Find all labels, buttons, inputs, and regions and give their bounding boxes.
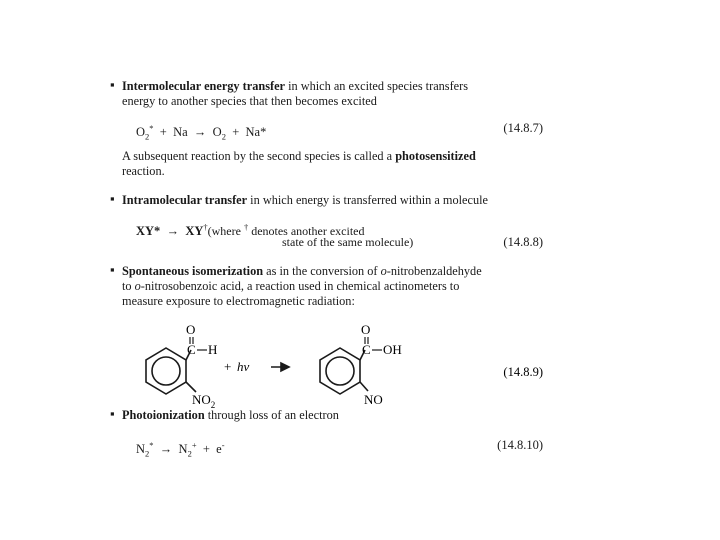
product-hydroxyl: OH	[383, 342, 402, 357]
bullet-marker: ▪	[110, 262, 115, 277]
reactant-hydrogen: H	[208, 342, 218, 357]
term-photosensitized: photosensitized	[395, 149, 476, 163]
equation-number: (14.8.10)	[497, 438, 543, 452]
equation-number: (14.8.9)	[503, 365, 543, 379]
reaction-arrow: →	[166, 224, 180, 239]
product-benzene-ring	[320, 348, 368, 394]
equation-number: (14.8.7)	[503, 121, 543, 135]
photoionization-paragraph: Photoionization through loss of an electron	[122, 408, 339, 422]
equation-number: (14.8.8)	[503, 235, 543, 249]
reaction-arrow: →	[193, 125, 207, 140]
bullet-marker: ▪	[110, 406, 115, 421]
term-intermolecular: Intermolecular energy transfer	[122, 79, 285, 93]
reactant-oxygen: O	[186, 322, 196, 337]
photon-hv: hν	[237, 359, 250, 374]
product-oxygen: O	[361, 322, 371, 337]
equation-14-8-8: XY* → XY†(where † denotes another excited state of the same molecule) (14.8.8)	[136, 222, 543, 249]
product-carbon: C	[362, 342, 371, 357]
product-nitroso: NO	[364, 392, 383, 407]
plus-sign: +	[224, 359, 232, 374]
term-isomerization: Spontaneous isomerization	[122, 264, 264, 278]
reactant-nitro: $NO_2$	[192, 392, 216, 410]
photosensitized-paragraph: A subsequent reaction by the second species is called a photosensitized reaction.	[122, 149, 476, 178]
intramolecular-paragraph: Intramolecular transfer in which energy is transferred within a molecule	[122, 193, 488, 207]
intermolecular-paragraph: Intermolecular energy transfer in which an excited species transfers energy to another species that then becomes excited	[122, 79, 469, 108]
equation-14-8-10: $N_2^* \to N_2^+ + e^-$ (14.8.10)	[136, 438, 543, 459]
reactant-carbon: C	[187, 342, 196, 357]
bullet-marker: ▪	[110, 191, 115, 206]
reaction-arrow: →	[159, 442, 173, 457]
term-photoionization: Photoionization	[122, 408, 205, 422]
isomerization-paragraph: Spontaneous isomerization as in the conversion of o-nitrobenzaldehyde to o-nitrosobenzoic acid, a reaction used in chemical actinometers to measure exposure to electromagnetic radiation:	[122, 264, 482, 308]
bullet-marker: ▪	[110, 77, 115, 92]
term-intramolecular: Intramolecular transfer	[122, 193, 248, 207]
reaction-arrow	[271, 363, 289, 371]
equation-14-8-7: $O_2^* + Na \to O_2 + Na*$ (14.8.7)	[136, 121, 543, 142]
